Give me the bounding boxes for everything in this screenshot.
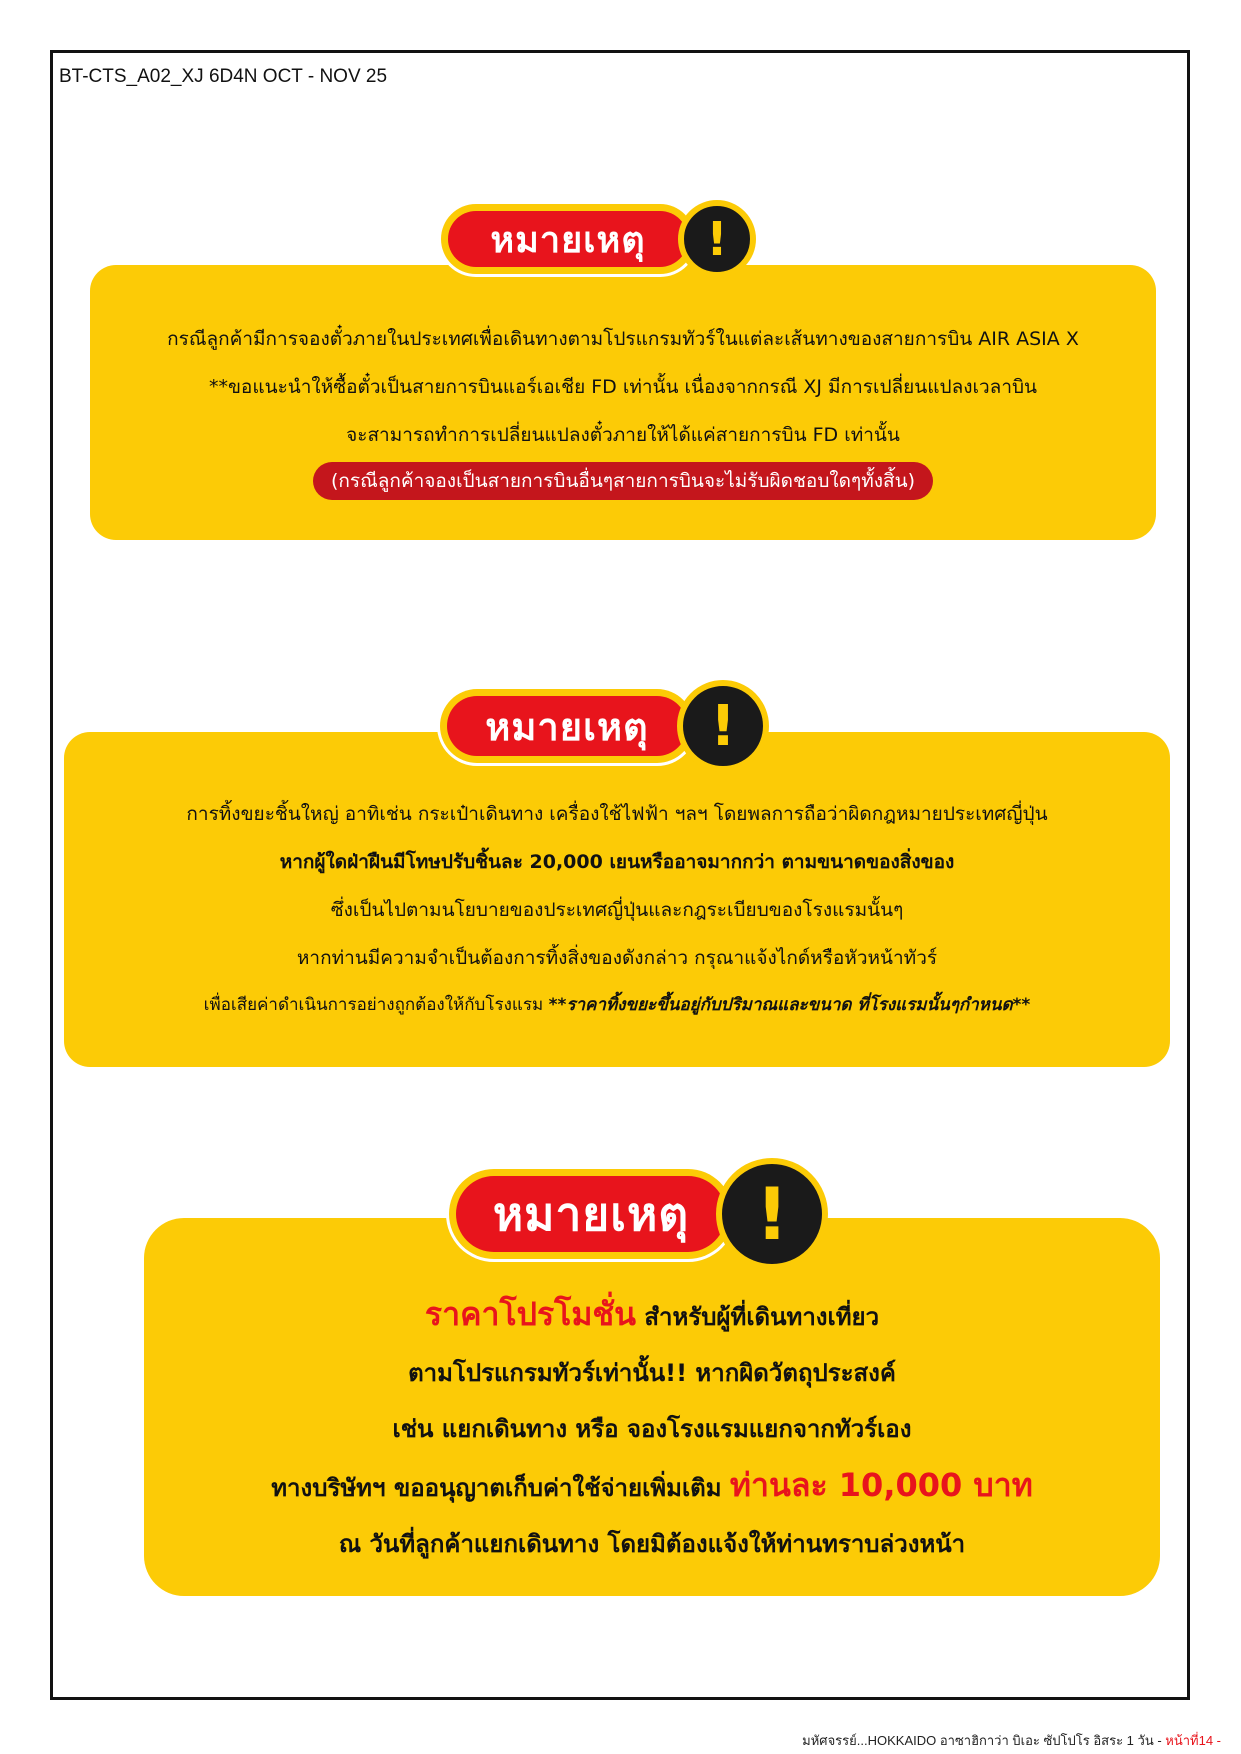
promo-label: ราคาโปรโมชั่น [424, 1295, 636, 1333]
note-line: กรณีลูกค้ามีการจองตั๋วภายในประเทศเพื่อเดินทางตามโปรแกรมทัวร์ในแต่ละเส้นทางของสายการบิน AIR ASIA X [167, 328, 1079, 350]
note-line-fine: หากผู้ใดฝ่าฝืนมีโทษปรับชิ้นละ 20,000 เยนหรืออาจมากกว่า ตามขนาดของสิ่งของ [279, 851, 955, 873]
note-disclaimer-row [90, 459, 1156, 505]
promo-line [144, 1286, 1160, 1345]
note-badge [447, 680, 769, 772]
note-block-garbage [64, 680, 1170, 1067]
disclaimer-pill: (กรณีลูกค้าจองเป็นสายการบินอื่นๆสายการบินจะไม่รับผิดชอบใดๆทั้งสิ้น) [313, 462, 933, 500]
note-box [64, 732, 1170, 1067]
promo-text: สำหรับผู้ที่เดินทางเที่ยว [644, 1303, 880, 1331]
badge-title: หมายเหตุ [448, 211, 688, 267]
page-footer [802, 1730, 1221, 1751]
note-line-last [64, 982, 1170, 1028]
badge-title: หมายเหตุ [447, 696, 687, 756]
document-code: BT-CTS_A02_XJ 6D4N OCT - NOV 25 [59, 66, 388, 87]
note-block-promotion [144, 1158, 1160, 1596]
note-box [90, 265, 1156, 540]
note-line: หากท่านมีความจำเป็นต้องการทิ้งสิ่งของดังกล่าว กรุณาแจ้งไกด์หรือหัวหน้าทัวร์ [296, 947, 938, 969]
footer-title: มหัศจรรย์...HOKKAIDO อาซาฮิกาว่า บิเอะ ซัปโปโร อิสระ 1 วัน - [802, 1733, 1166, 1748]
fee-line [144, 1457, 1160, 1516]
note-badge [456, 1158, 828, 1270]
fee-amount: ท่านละ 10,000 บาท [729, 1466, 1033, 1504]
note-text: เพื่อเสียค่าดำเนินการอย่างถูกต้องให้กับโรงแรม [203, 995, 544, 1015]
badge-title: หมายเหตุ [456, 1176, 726, 1252]
page-number: หน้าที่14 - [1165, 1733, 1221, 1748]
note-line: **ขอแนะนำให้ซื้อตั๋วเป็นสายการบินแอร์เอเชีย FD เท่านั้น เนื่องจากกรณี XJ มีการเปลี่ยนแปลงเวลาบิน [208, 376, 1038, 398]
note-line: ณ วันที่ลูกค้าแยกเดินทาง โดยมิต้องแจ้งให้ท่านทราบล่วงหน้า [338, 1530, 966, 1558]
note-block-flight [90, 195, 1156, 540]
note-emphasis: **ราคาทิ้งขยะขึ้นอยู่กับปริมาณและขนาด ที่โรงแรมนั้นๆกำหนด** [548, 995, 1031, 1015]
note-box [144, 1218, 1160, 1596]
note-line: เช่น แยกเดินทาง หรือ จองโรงแรมแยกจากทัวร์เอง [392, 1415, 912, 1443]
exclamation-icon: ! [677, 680, 769, 772]
fee-text: ทางบริษัทฯ ขออนุญาตเก็บค่าใช้จ่ายเพิ่มเติม [271, 1474, 722, 1502]
exclamation-icon: ! [678, 200, 756, 278]
note-line: ตามโปรแกรมทัวร์เท่านั้น!! หากผิดวัตถุประสงค์ [408, 1359, 896, 1387]
note-badge [448, 200, 756, 278]
note-line: จะสามารถทำการเปลี่ยนแปลงตั๋วภายให้ได้แค่สายการบิน FD เท่านั้น [346, 424, 900, 446]
note-line: ซึ่งเป็นไปตามนโยบายของประเทศญี่ปุ่นและกฎระเบียบของโรงแรมนั้นๆ [330, 899, 904, 921]
exclamation-icon: ! [716, 1158, 828, 1270]
note-line: การทิ้งขยะชิ้นใหญ่ อาทิเช่น กระเป๋าเดินทาง เครื่องใช้ไฟฟ้า ฯลฯ โดยพลการถือว่าผิดกฎหมายประเทศญี่ปุ่น [186, 803, 1048, 825]
